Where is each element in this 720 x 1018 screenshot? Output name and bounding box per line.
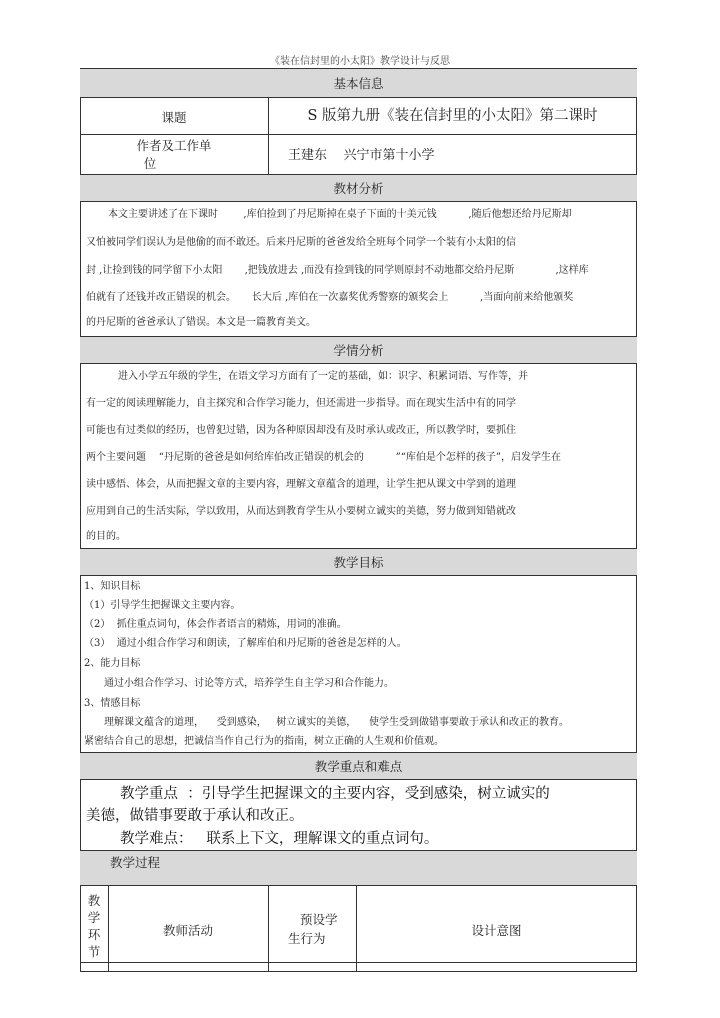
student-col-line: 预设学 xyxy=(300,912,338,927)
process-col-stage xyxy=(80,892,108,960)
author-label-line2: 位 xyxy=(143,156,157,171)
paragraph-line: 的丹尼斯的爸爸承认了错误。本文是一篇教育美文。 xyxy=(86,317,316,328)
section-header-process xyxy=(80,850,637,886)
topic-label: 课题 xyxy=(161,110,187,125)
objective-line: （1）引导学生把握课文主要内容。 xyxy=(84,600,241,611)
difficulty-line: 教学难点： 联系上下文，理解课文的重点词句。 xyxy=(120,831,439,847)
author-label-line1: 作者及工作单 xyxy=(136,138,212,153)
key-point-line: 教学重点 ：引导学生把握课文的主要内容，受到感染，树立诚实的 xyxy=(120,786,550,802)
section-header-label: 教学目标 xyxy=(333,555,384,570)
section-header-label: 教材分析 xyxy=(333,181,384,196)
paragraph-line: 有一定的阅读理解能力，自主探究和合作学习能力，但还需进一步指导。而在现实生活中有的同学 xyxy=(86,398,516,409)
section-header-label: 基本信息 xyxy=(333,76,384,91)
student-col-line: 生行为 xyxy=(288,931,326,946)
key-point-line: 美德，做错事要敢于承认和改正。 xyxy=(86,808,304,824)
objective-line: （3） 通过小组合作学习和朗读，了解库伯和丹尼斯的爸爸是怎样的人。 xyxy=(84,638,407,649)
paragraph-line: 封 ,让捡到钱的同学留下小太阳 ,把钱放进去 ,而没有捡到钱的同学则原封不动地都交给丹尼斯 ,这样库 xyxy=(86,265,589,276)
section-header-label: 教学过程 xyxy=(110,855,161,870)
paragraph-line: 的目的。 xyxy=(86,531,126,542)
section-header-label: 教学重点和难点 xyxy=(314,759,403,774)
topic-value: S 版第九册《装在信封里的小太阳》第二课时 xyxy=(307,108,598,124)
objective-line: 1、知识目标 xyxy=(84,581,141,592)
section-header-textbook-analysis xyxy=(80,174,637,202)
process-col-student xyxy=(288,910,338,948)
process-col-intent: 设计意图 xyxy=(471,923,522,938)
paragraph-line: 读中感悟、体会，从而把握文章的主要内容，理解文章蕴含的道理，让学生把从课文中学到的道理 xyxy=(86,479,516,490)
objective-line: 3、情感目标 xyxy=(84,698,141,709)
divider xyxy=(268,886,269,972)
process-col-teacher: 教师活动 xyxy=(162,923,213,938)
section-header-basic-info xyxy=(80,68,637,98)
paragraph-line: 两个主要问题 “丹尼斯的爸爸是如何给库伯改正错误的机会的 ”“库伯是个怎样的孩子”，启发学生在 xyxy=(86,452,561,463)
paragraph-line: 应用到自己的生活实际，学以致用，从而达到教育学生从小要树立诚实的美德，努力做到知错就改 xyxy=(86,506,516,517)
stage-char: 环 xyxy=(87,927,101,942)
author-value: 王建东 兴宁市第十小学 xyxy=(288,148,435,163)
paragraph-line: 伯就有了还钱并改正错误的机会。 长大后 ,库伯在一次嘉奖优秀警察的颁奖会上 ,当面向前来给他颁奖 xyxy=(86,292,574,303)
objective-line: 2、能力目标 xyxy=(84,658,141,669)
section-header-objectives xyxy=(80,548,637,576)
section-header-label: 学情分析 xyxy=(333,343,384,358)
paragraph-line: 可能也有过类似的经历，也曾犯过错，因为各种原因却没有及时承认或改正，所以教学时，要抓住 xyxy=(86,425,516,436)
section-header-student-analysis xyxy=(80,336,637,364)
objective-line: 理解课文蕴含的道理， 受到感染， 树立诚实的美德， 使学生受到做错事要敢于承认和改正的教育。 xyxy=(104,717,569,728)
divider xyxy=(80,962,637,963)
divider xyxy=(80,134,637,135)
stage-char: 教 xyxy=(87,893,101,908)
section-header-key-points xyxy=(80,752,637,780)
objective-line: 紧密结合自己的思想，把诚信当作自己行为的指南，树立正确的人生观和价值观。 xyxy=(84,736,444,747)
objective-line: （2） 抓住重点词句，体会作者语言的精炼，用词的准确。 xyxy=(84,619,347,630)
stage-char: 节 xyxy=(87,944,101,959)
paragraph-line: 又怕被同学们误认为是他偷的而不敢还。后来丹尼斯的爸爸发给全班每个同学一个装有小太阳的信 xyxy=(86,237,516,248)
paragraph-line: 进入小学五年级的学生，在语文学习方面有了一定的基础，如：识字、积累词语、写作等，并 xyxy=(118,371,528,382)
objective-line: 通过小组合作学习、讨论等方式，培养学生自主学习和合作能力。 xyxy=(104,678,394,689)
document-title: 《装在信封里的小太阳》教学设计与反思 xyxy=(270,56,450,67)
paragraph-line: 本文主要讲述了在下课时 ,库伯捡到了丹尼斯掉在桌子下面的十美元钱 ,随后他想还给丹尼斯却 xyxy=(108,209,572,220)
stage-char: 学 xyxy=(87,910,101,925)
